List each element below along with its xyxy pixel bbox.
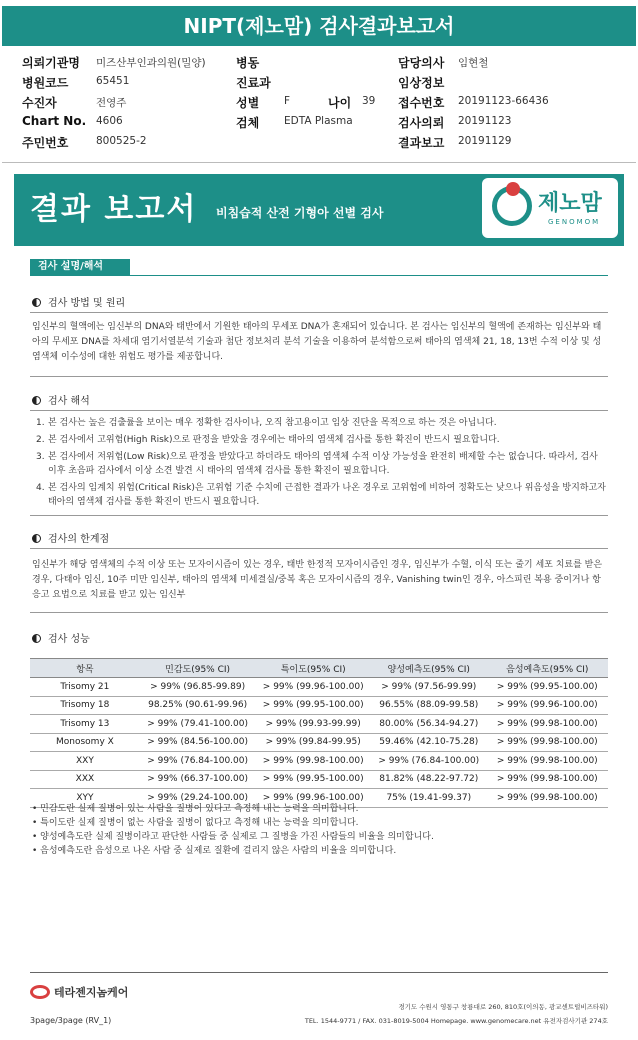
- footer-divider: [30, 972, 608, 973]
- performance-notes: [32, 802, 608, 858]
- col-ppv: 양성예측도(95% CI): [371, 659, 487, 678]
- doctor-value: 임현철: [458, 57, 489, 69]
- cell-specificity: > 99% (99.84-99.95): [255, 733, 371, 752]
- item-number: 1.: [36, 418, 45, 428]
- limits-heading: [32, 530, 109, 545]
- performance-heading-text: 검사 성능: [48, 634, 90, 645]
- half-circle-icon: [32, 634, 41, 643]
- cell-sensitivity: > 99% (66.37-100.00): [140, 770, 256, 789]
- sex-value: F: [284, 95, 291, 107]
- report-date-label: 결과보고: [398, 136, 445, 150]
- cell-sensitivity: > 99% (84.56-100.00): [140, 733, 256, 752]
- cell-npv: > 99% (99.98-100.00): [487, 733, 608, 752]
- logo-dot-icon: [506, 182, 520, 196]
- section-tag-line: [30, 275, 608, 276]
- resident-no-value: 800525-2: [96, 135, 147, 147]
- banner-title: 결과 보고서: [30, 192, 198, 227]
- item-text: 본 검사의 임계치 위험(Critical Risk)은 고위험 기준 수치에 근접한 결과가 나온 경우로 고위험에 비하여 정확도는 낮으나 위음성을 방지하고자 태아의 염색체 검사를 통한 확진이 반드시 필요합니다.: [48, 483, 606, 507]
- result-banner: [14, 174, 624, 246]
- performance-heading: [32, 630, 90, 645]
- cell-item: Trisomy 18: [30, 696, 140, 715]
- cell-ppv: 75% (19.41-99.37): [371, 789, 487, 808]
- method-text: 임신부의 혈액에는 임신부의 DNA와 태반에서 기원한 태아의 무세포 DNA가 혼재되어 있습니다. 본 검사는 임신부의 혈액에 존재하는 임신부와 태아의 무세포 DNA를 차세대 염기서열분석 기술과 첨단 정보처리 분석 기술을 이용하여 분석함으로써 태아의 염색체 21, 18, 13번 수적 이상 및 성염색체 이수성에 대한 위험도 평가를 제공합니다.: [32, 322, 602, 362]
- hospital-code-label: 병원코드: [22, 76, 69, 90]
- method-rule: [30, 312, 608, 313]
- col-item: 항목: [30, 659, 140, 678]
- cell-ppv: 80.00% (56.34-94.27): [371, 715, 487, 734]
- company-logo-icon: [30, 985, 50, 999]
- cell-ppv: > 99% (76.84-100.00): [371, 752, 487, 771]
- header-divider: [2, 162, 636, 163]
- note-npv: • 음성예측도란 음성으로 나온 사람 중 실제로 질환에 걸리지 않은 사람의 비율을 의미합니다.: [32, 846, 397, 856]
- cell-sensitivity: > 99% (96.85-99.89): [140, 678, 256, 697]
- clinical-info-label: 임상정보: [398, 76, 445, 90]
- cell-npv: > 99% (99.95-100.00): [487, 678, 608, 697]
- cell-specificity: > 99% (99.95-100.00): [255, 696, 371, 715]
- logo-text: 제노맘: [538, 191, 602, 216]
- item-number: 3.: [36, 452, 45, 462]
- specimen-value: EDTA Plasma: [284, 115, 353, 127]
- table-row: [30, 752, 608, 771]
- cell-npv: > 99% (99.98-100.00): [487, 770, 608, 789]
- table-header-row: [30, 659, 608, 678]
- section-tag: 검사 설명/해석: [30, 259, 130, 275]
- list-item: [36, 450, 608, 478]
- limits-heading-text: 검사의 한계점: [48, 534, 110, 545]
- age-label: 나이: [328, 96, 352, 110]
- company-name: 테라젠지놈케어: [54, 986, 129, 999]
- institution-label: 의뢰기관명: [22, 56, 80, 70]
- logo-subtext: GENOMOM: [548, 218, 601, 226]
- interpretation-heading: [32, 392, 90, 407]
- cell-npv: > 99% (99.98-100.00): [487, 789, 608, 808]
- company-contact: TEL. 1544-9771 / FAX. 031-8019-5004 Homepage. www.genomecare.net 유전자검사기관 274호: [304, 1017, 608, 1025]
- interpretation-list: [36, 416, 608, 512]
- ward-label: 병동: [236, 56, 260, 70]
- cell-specificity: > 99% (99.98-100.00): [255, 752, 371, 771]
- page-number: 3page/3page (RV_1): [30, 1016, 112, 1025]
- company-logo: [30, 984, 128, 1000]
- dept-label: 진료과: [236, 76, 271, 90]
- note-specificity: • 특이도란 실제 질병이 없는 사람을 질병이 없다고 측정해 내는 능력을 의미합니다.: [32, 818, 359, 828]
- cell-item: XYY: [30, 789, 140, 808]
- list-item: [36, 481, 608, 509]
- patient-label: 수진자: [22, 96, 57, 110]
- cell-item: XXY: [30, 752, 140, 771]
- cell-sensitivity: > 99% (79.41-100.00): [140, 715, 256, 734]
- item-number: 2.: [36, 435, 45, 445]
- receipt-no-value: 20191123-66436: [458, 95, 549, 107]
- half-circle-icon: [32, 298, 41, 307]
- limits-rule-bottom: [30, 612, 608, 613]
- cell-specificity: > 99% (99.96-100.00): [255, 789, 371, 808]
- chart-no-value: 4606: [96, 115, 123, 127]
- cell-item: Trisomy 21: [30, 678, 140, 697]
- age-value: 39: [362, 95, 376, 107]
- cell-item: Monosomy X: [30, 733, 140, 752]
- col-npv: 음성예측도(95% CI): [487, 659, 608, 678]
- cell-ppv: 96.55% (88.09-99.58): [371, 696, 487, 715]
- half-circle-icon: [32, 534, 41, 543]
- list-item: [36, 433, 608, 447]
- limits-text: 임신부가 해당 염색체의 수적 이상 또는 모자이시즘이 있는 경우, 태반 한정적 모자이시즘인 경우, 임신부가 수혈, 이식 또는 줄기 세포 치료를 받은 경우, 다태아 임신, 10주 미만 임신부, 태아의 염색체 미세결실/중복 혹은 모자이시즘의 경우, Vanishing twin인 경우, 아스피린 복용 중이거나 항 응고 요법으로 치료를 받고 있는 임신부: [32, 560, 603, 600]
- company-address: 경기도 수원시 영통구 창룡대로 260, 810호(이의동, 광교센트럴비즈타워): [398, 1003, 608, 1011]
- report-title: NIPT(제노맘) 검사결과보고서: [2, 6, 636, 46]
- cell-specificity: > 99% (99.95-100.00): [255, 770, 371, 789]
- col-sensitivity: 민감도(95% CI): [140, 659, 256, 678]
- resident-no-label: 주민번호: [22, 136, 69, 150]
- half-circle-icon: [32, 396, 41, 405]
- table-row: [30, 678, 608, 697]
- interpretation-rule-bottom: [30, 515, 608, 516]
- cell-npv: > 99% (99.98-100.00): [487, 715, 608, 734]
- cell-npv: > 99% (99.98-100.00): [487, 752, 608, 771]
- table-row: [30, 733, 608, 752]
- specimen-label: 검체: [236, 116, 260, 130]
- cell-ppv: 81.82% (48.22-97.72): [371, 770, 487, 789]
- method-rule-bottom: [30, 376, 608, 377]
- receipt-no-label: 접수번호: [398, 96, 445, 110]
- patient-value: 전영주: [96, 97, 127, 109]
- interpretation-rule: [30, 410, 608, 411]
- hospital-code-value: 65451: [96, 75, 130, 87]
- table-row: [30, 696, 608, 715]
- list-item: [36, 416, 608, 430]
- cell-ppv: 59.46% (42.10-75.28): [371, 733, 487, 752]
- request-date-value: 20191123: [458, 115, 512, 127]
- patient-info: [22, 54, 622, 154]
- cell-item: XXX: [30, 770, 140, 789]
- cell-item: Trisomy 13: [30, 715, 140, 734]
- table-row: [30, 715, 608, 734]
- chart-no-label: Chart No.: [22, 114, 87, 128]
- genomom-logo: [482, 178, 618, 238]
- limits-rule: [30, 548, 608, 549]
- report-date-value: 20191129: [458, 135, 512, 147]
- institution-value: 미즈산부인과의원(밀양): [96, 57, 206, 69]
- cell-npv: > 99% (99.96-100.00): [487, 696, 608, 715]
- item-text: 본 검사는 높은 검출률을 보이는 매우 정확한 검사이나, 오직 참고용이고 임상 진단을 목적으로 하는 것은 아닙니다.: [48, 418, 497, 428]
- table-row: [30, 770, 608, 789]
- doctor-label: 담당의사: [398, 56, 445, 70]
- col-specificity: 특이도(95% CI): [255, 659, 371, 678]
- cell-ppv: > 99% (97.56-99.99): [371, 678, 487, 697]
- note-sensitivity: • 민감도란 실제 질병이 있는 사람을 질병이 있다고 측정해 내는 능력을 의미합니다.: [32, 804, 359, 814]
- cell-sensitivity: > 99% (29.24-100.00): [140, 789, 256, 808]
- item-text: 본 검사에서 저위험(Low Risk)으로 판정을 받았다고 하더라도 태아의 염색체 수적 이상 가능성을 완전히 배제할 수는 없습니다. 따라서, 검사 이후 초음파 검사에서 이상 소견 발견 시 태아의 염색체 검사를 통한 확진이 필요합니다.: [48, 452, 598, 476]
- cell-specificity: > 99% (99.93-99.99): [255, 715, 371, 734]
- method-heading: [32, 294, 125, 309]
- performance-table: [30, 658, 608, 808]
- cell-specificity: > 99% (99.96-100.00): [255, 678, 371, 697]
- sex-label: 성별: [236, 96, 260, 110]
- banner-subtitle: 비침습적 산전 기형아 선별 검사: [216, 206, 384, 220]
- note-ppv: • 양성예측도란 실제 질병이라고 판단한 사람들 중 실제로 그 질병을 가진 사람들의 비율을 의미합니다.: [32, 832, 434, 842]
- interpretation-heading-text: 검사 해석: [48, 396, 90, 407]
- cell-sensitivity: 98.25% (90.61-99.96): [140, 696, 256, 715]
- cell-sensitivity: > 99% (76.84-100.00): [140, 752, 256, 771]
- request-label: 검사의뢰: [398, 116, 445, 130]
- item-text: 본 검사에서 고위험(High Risk)으로 판정을 받았을 경우에는 태아의 염색체 검사를 통한 확진이 반드시 필요합니다.: [48, 435, 500, 445]
- method-heading-text: 검사 방법 및 원리: [48, 298, 126, 309]
- item-number: 4.: [36, 483, 45, 493]
